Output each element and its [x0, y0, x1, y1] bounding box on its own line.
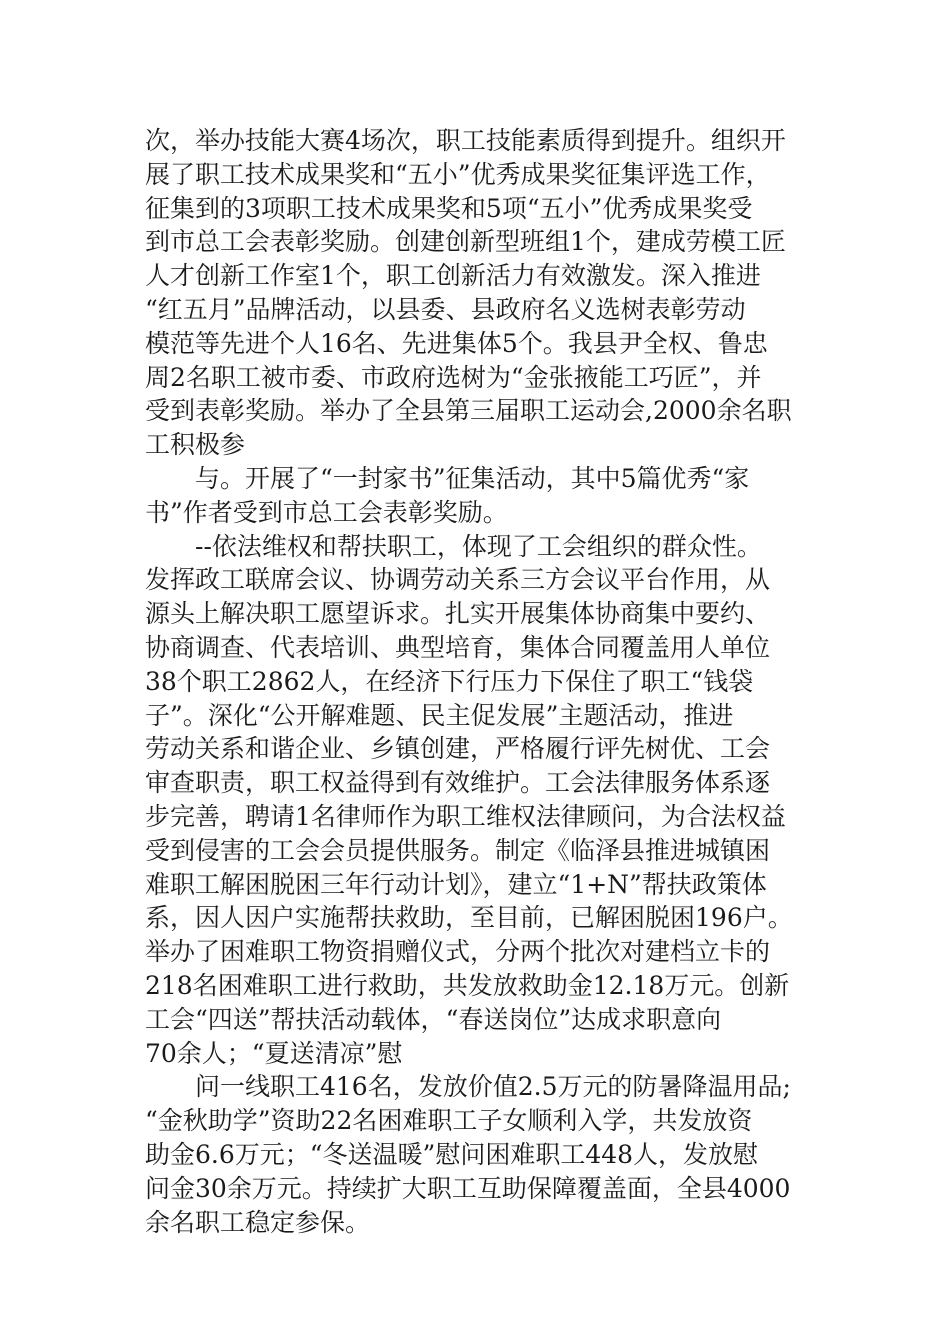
- text-line: 助金6.6万元；“冬送温暖”慰问困难职工448人，发放慰: [145, 1139, 759, 1169]
- text-line: 问金30余万元。持续扩大职工互助保障覆盖面，全县4000: [145, 1173, 791, 1203]
- text-line: “红五月”品牌活动，以县委、县政府名义选树表彰劳动: [145, 294, 746, 324]
- text-line: 38个职工2862人，在经济下行压力下保住了职工“钱袋: [145, 666, 754, 696]
- text-line: 难职工解困脱困三年行动计划》，建立“1+N”帮扶政策体: [145, 869, 767, 899]
- text-line: 协商调查、代表培训、典型培育，集体合同覆盖用人单位: [145, 632, 771, 662]
- text-line: 受到表彰奖励。举办了全县第三届职工运动会,2000余名职: [145, 396, 792, 426]
- body-text: [145, 124, 810, 1239]
- text-line: 系，因人因户实施帮扶救助，至目前，已解困脱困196户。: [145, 903, 793, 933]
- text-line: 问一线职工416名，发放价值2.5万元的防暑降温用品;: [195, 1072, 791, 1102]
- text-line: 发挥政工联席会议、协调劳动关系三方会议平台作用，从: [145, 565, 771, 595]
- text-line: 次，举办技能大赛4场次，职工技能素质得到提升。组织开: [145, 126, 786, 155]
- text-line: 模范等先进个人16名、先进集体5个。我县尹全权、鲁忠: [145, 328, 768, 358]
- text-line: 展了职工技术成果奖和“五小”优秀成果奖征集评选工作，: [145, 159, 771, 189]
- text-line: 周2名职工被市委、市政府选树为“金张掖能工巧匠”，并: [145, 362, 762, 392]
- text-line: 子”。深化“公开解难题、民主促发展”主题活动，推进: [145, 700, 734, 730]
- text-line: 余名职工稳定参保。: [145, 1207, 371, 1237]
- text-line: 审查职责，职工权益得到有效维护。工会法律服务体系逐: [145, 768, 771, 798]
- text-line: 到市总工会表彰奖励。创建创新型班组1个，建成劳模工匠: [145, 227, 786, 257]
- text-line: 工积极参: [145, 430, 246, 460]
- text-line: 劳动关系和谐企业、乡镇创建，严格履行评先树优、工会: [145, 734, 771, 764]
- text-line: 218名困难职工进行救助，共发放救助金12.18万元。创新: [145, 970, 790, 1000]
- text-line: 源头上解决职工愿望诉求。扎实开展集体协商集中要约、: [145, 599, 771, 629]
- text-line: 书”作者受到市总工会表彰奖励。: [145, 497, 508, 527]
- text-line: 步完善，聘请1名律师作为职工维权法律顾问，为合法权益: [145, 801, 786, 831]
- text-line: 受到侵害的工会会员提供服务。制定《临泽县推进城镇困: [145, 835, 771, 865]
- text-line: 人才创新工作室1个，职工创新活力有效激发。深入推进: [145, 261, 761, 291]
- text-line: “金秋助学”资助22名困难职工子女顺利入学，共发放资: [145, 1106, 753, 1136]
- text-line: 征集到的3项职工技术成果奖和5项“五小”优秀成果奖受: [145, 193, 753, 223]
- text-line: --依法维权和帮扶职工，体现了工会组织的群众性。: [195, 531, 762, 561]
- text-line: 与。开展了“一封家书”征集活动，其中5篇优秀“家: [195, 463, 750, 493]
- text-line: 工会“四送”帮扶活动载体，“春送岗位”达成求职意向: [145, 1004, 722, 1034]
- text-line: 70余人；“夏送清凉”慰: [145, 1038, 403, 1068]
- text-line: 举办了困难职工物资捐赠仪式，分两个批次对建档立卡的: [145, 937, 771, 967]
